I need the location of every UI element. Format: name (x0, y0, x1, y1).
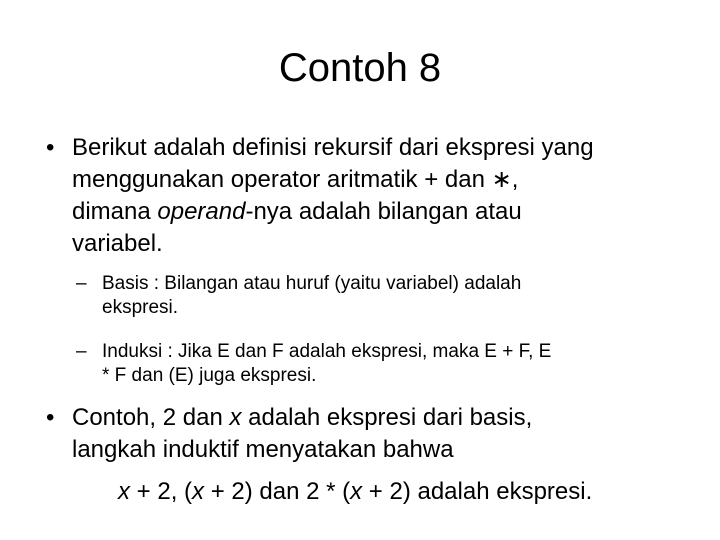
emphasis-variable: x (350, 478, 363, 505)
example-formula (118, 476, 592, 508)
bullet-definition-text (72, 132, 702, 260)
bullet-example-text (72, 402, 702, 466)
text-span: -nya adalah bilangan atau (245, 198, 522, 225)
sub-bullet-basis-text (102, 272, 692, 320)
text-span: dimana (72, 198, 158, 225)
text-line: Induksi : Jika E dan F adalah ekspresi, maka E + F, E (102, 341, 552, 362)
bullet-icon: • (46, 134, 55, 161)
dash-icon: – (76, 273, 87, 294)
text-line: * F dan (E) juga ekspresi. (102, 365, 317, 386)
text-line: Basis : Bilangan atau huruf (yaitu variabel) adalah (102, 273, 522, 294)
text-span: adalah ekspresi dari basis, (241, 404, 533, 431)
emphasis-variable: x (229, 404, 242, 431)
dash-icon: – (76, 341, 87, 362)
emphasis-variable: x (118, 478, 130, 505)
emphasis-operand: operand (157, 198, 246, 225)
slide-title: Contoh 8 (278, 46, 442, 90)
text-span: + 2) adalah ekspresi. (362, 478, 593, 505)
text-line: langkah induktif menyatakan bahwa (72, 436, 454, 463)
text-span: Contoh, 2 dan (72, 404, 230, 431)
text-span: + 2) dan 2 * ( (204, 478, 351, 505)
text-span: + 2, ( (130, 478, 193, 505)
text-line (72, 196, 702, 228)
emphasis-variable: x (192, 478, 205, 505)
text-line: variabel. (72, 230, 163, 257)
text-line: Berikut adalah definisi rekursif dari ekspresi yang (72, 134, 594, 161)
text-line: ekspresi. (102, 297, 179, 318)
bullet-icon: • (46, 404, 55, 431)
text-line (72, 402, 702, 434)
sub-bullet-induction-text (102, 340, 692, 388)
text-line: menggunakan operator aritmatik + dan ∗, (72, 166, 519, 193)
